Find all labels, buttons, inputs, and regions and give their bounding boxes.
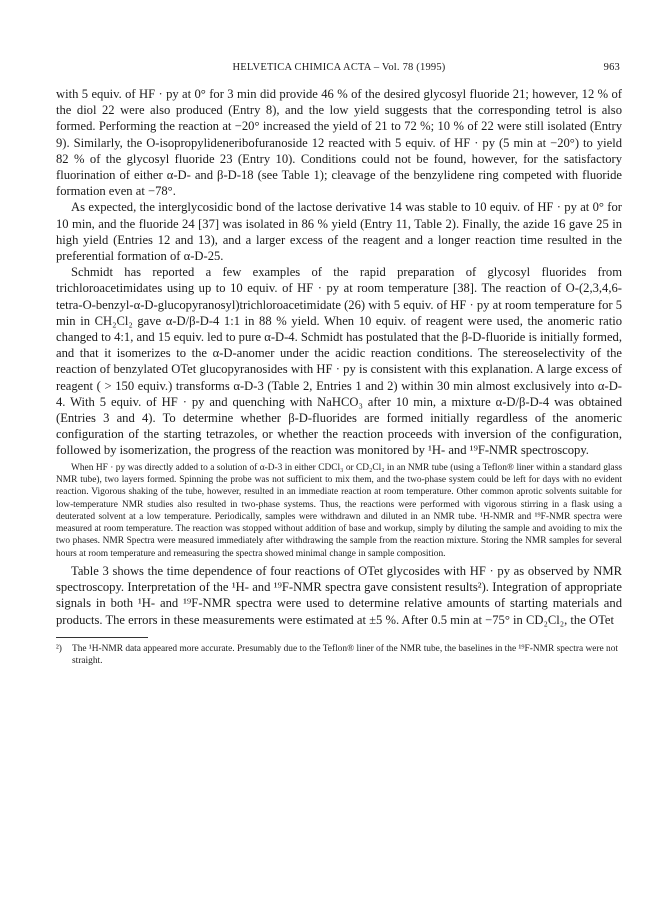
footnote-divider [56, 637, 148, 638]
page-number: 963 [603, 62, 620, 73]
experimental-note: When HF · py was directly added to a solution of α-D-3 in either CDCl₃ or CD₂Cl₂ in an NMR tube (using a Teflon® liner within a standard glass NMR tube), two layers formed. Spinning the probe was not sufficient to mix them, and the two-phase system could be left for days with no evident reaction. Vigorous shaking of the tube, however, resulted in an immediate reaction at room temperature. Other common aprotic solvents suitable for low-temperature NMR studies also resulted in two-phase systems. Thus, the reactions were performed with vigorous stirring in a flask using a deuterated solvent at a low temperature. Periodically, samples were withdrawn and diluted in an NMR tube. ¹H-NMR and ¹⁹F-NMR spectra were measured at room temperature. The reaction was stopped without addition of base and workup, simply by diluting the sample and avoiding to mix the two phases. NMR Spectra were measured immediately after withdrawing the sample from the reaction mixture. Storing the NMR samples for several hours at room temperature and remeasuring the spectra showed minimal change in sample composition. [56, 462, 622, 559]
body-paragraph-3: Schmidt has reported a few examples of the rapid preparation of glycosyl fluorides from trichloroacetimidates using up to 10 equiv. of HF · py at room temperature [38]. The reaction of O-(2,3,4,6-tetra-O-benzyl-α-D-glucopyranosyl)trichloroacetimidate (26) with 5 equiv. of HF · py at room temperature for 5 min in CH₂Cl₂ gave α-D/β-D-4 1:1 in 88 % yield. When 10 equiv. of reagent were used, the anomeric ratio changed to 4:1, and 15 equiv. led to pure α-D-4. Schmidt has postulated that the β-D-fluoride is initially formed, and that it isomerizes to the α-D-anomer under the acidic reaction conditions. The stereoselectivity of the reaction of benzylated OTet glucopyranosides with HF · py is consistent with this explanation. A large excess of reagent ( > 150 equiv.) transforms α-D-3 (Table 2, Entries 1 and 2) within 30 min almost exclusively into α-D-4. With 5 equiv. of HF · py and quenching with NaHCO₃ after 10 min, a mixture α-D/β-D-4 was obtained (Entries 3 and 4). To determine whether β-D-fluorides are formed initially regardless of the anomeric configuration of the starting tetrazoles, or whether the reaction proceeds with inversion of the configuration, followed by isomerization, the progress of the reaction was monitored by ¹H- and ¹⁹F-NMR spectroscopy. [56, 265, 623, 458]
footnote-mark: ²) [56, 643, 62, 654]
body-paragraph-2: As expected, the interglycosidic bond of the lactose derivative 14 was stable to 10 equiv. of HF · py at 0° for 10 min, and the fluoride 24 [37] was isolated in 86 % yield (Entry 11, Table 2). Finally, the azide 16 gave 25 in high yield (Entries 12 and 13), and a larger excess of the reagent and a longer reaction time resulted in the preferential formation of α-D-25. [56, 200, 622, 264]
footnote-text: The ¹H-NMR data appeared more accurate. Presumably due to the Teflon® liner of the NMR tube, the baselines in the ¹⁹F-NMR spectra were not straight. [72, 643, 619, 666]
body-paragraph-4: Table 3 shows the time dependence of four reactions of OTet glycosides with HF · py as observed by NMR spectroscopy. Interpretation of the ¹H- and ¹⁹F-NMR spectra gave consistent results²). Integration of appropriate signals in both ¹H- and ¹⁹F-NMR spectra were used to determine relative amounts of starting materials and products. The errors in these measurements were estimated at ±5 %. After 0.5 min at −75° in CD₂Cl₂, the OTet [56, 564, 622, 627]
body-paragraph-1: with 5 equiv. of HF · py at 0° for 3 min did provide 46 % of the desired glycosyl fluoride 21; however, 12 % of the diol 22 were also produced (Entry 8), and the low yield suggests that the corresponding tetrol is also formed. Performing the reaction at −20° increased the yield of 21 to 72 %; 10 % of 22 were still isolated (Entry 9). Similarly, the O-isopropylideneribofuranoside 12 reacted with 5 equiv. of HF · py (5 min at −20°) to yield 82 % of the glycosyl fluoride 23 (Entry 10). Conditions could not be found, however, for the satisfactory fluorination of either α-D- and β-D-18 (see Table 1); cleavage of the benzylidene ring competed with fluoride formation even at −78°. [56, 87, 622, 199]
running-title: HELVETICA CHIMICA ACTA – Vol. 78 (1995) [232, 62, 446, 73]
running-header [56, 62, 622, 82]
footnote [56, 643, 622, 667]
journal-page [56, 62, 622, 667]
